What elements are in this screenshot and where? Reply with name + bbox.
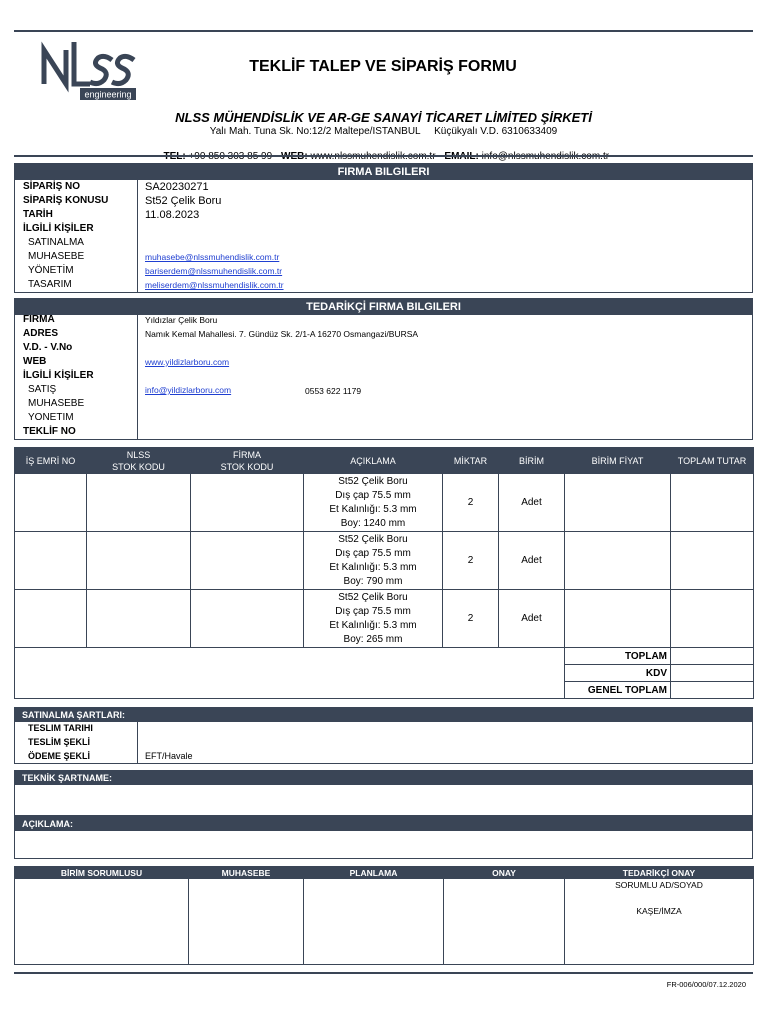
col-birim-fiyat: BİRİM FİYAT	[565, 448, 671, 474]
cell-aciklama	[304, 590, 443, 648]
supplier-ilgili-label: İLGİLİ KİŞİLER	[23, 370, 94, 381]
col-firma-stok	[191, 448, 304, 474]
supplier-teklif-label: TEKLİF NO	[23, 426, 76, 437]
cell-birim: Adet	[499, 532, 565, 590]
total-row	[15, 648, 754, 665]
tarih-value: 11.08.2023	[145, 209, 200, 221]
cell-aciklama	[304, 474, 443, 532]
col-toplam-tutar: TOPLAM TUTAR	[671, 448, 754, 474]
supplier-info-title: TEDARİKÇİ FIRMA BILGILERI	[15, 299, 752, 315]
desc-line: Dış çap 75.5 mm	[335, 547, 411, 559]
sign-cell-onay[interactable]	[444, 879, 565, 965]
sign-cell-tedarikci-onay[interactable]	[565, 879, 754, 965]
terms-section	[14, 707, 753, 764]
bottom-rule	[14, 972, 753, 974]
desc-line: Et Kalınlığı: 5.3 mm	[329, 503, 417, 515]
desc-line: Dış çap 75.5 mm	[335, 489, 411, 501]
teknik-section	[14, 770, 753, 816]
tasarim-email-link[interactable]: meliserdem@nlssmuhendislik.com.tr	[145, 280, 284, 290]
desc-line: St52 Çelik Boru	[338, 591, 408, 603]
desc-line: Boy: 265 mm	[343, 633, 403, 645]
col-miktar: MİKTAR	[443, 448, 499, 474]
table-row	[15, 474, 754, 532]
sign-col-birim-sorumlusu: BİRİM SORUMLUSU	[15, 867, 189, 879]
firm-info-title: FIRMA BILGILERI	[15, 164, 752, 180]
supplier-firma-label: FIRMA	[23, 314, 55, 325]
cell-miktar: 2	[443, 532, 499, 590]
items-table	[14, 447, 754, 699]
sign-cell-planlama[interactable]	[304, 879, 444, 965]
cell-birim-fiyat	[565, 474, 671, 532]
company-contacts	[14, 140, 753, 162]
desc-line: St52 Çelik Boru	[338, 533, 408, 545]
cell-firma-stok	[191, 532, 304, 590]
genel-toplam-value	[671, 682, 754, 699]
ilgili-kisiler-label: İLGİLİ KİŞİLER	[23, 223, 94, 234]
aciklama-title: AÇIKLAMA:	[15, 817, 752, 831]
form-code: FR-006/000/07.12.2020	[666, 980, 746, 989]
cell-is-emri	[15, 532, 87, 590]
genel-toplam-label: GENEL TOPLAM	[565, 682, 671, 699]
supplier-satis-phone: 0553 622 1179	[305, 386, 362, 396]
supplier-web-link[interactable]: www.yildizlarboru.com	[145, 357, 230, 367]
logo-sub-text: engineering	[84, 89, 132, 100]
table-row	[15, 590, 754, 648]
terms-title: SATINALMA ŞARTLARI:	[15, 708, 752, 722]
desc-line: Boy: 1240 mm	[340, 517, 406, 529]
firm-divider	[137, 180, 138, 292]
cell-toplam-tutar	[671, 590, 754, 648]
siparis-konusu-label: SİPARİŞ KONUSU	[23, 195, 109, 206]
supplier-web-label: WEB	[23, 356, 47, 367]
teknik-title: TEKNİK ŞARTNAME:	[15, 771, 752, 785]
cell-firma-stok	[191, 590, 304, 648]
supplier-info-section	[14, 298, 753, 440]
supplier-vd-label: V.D. - V.No	[23, 342, 73, 353]
sign-cell-muhasebe[interactable]	[189, 879, 304, 965]
sorumlu-ad-soyad-label: SORUMLU AD/SOYAD	[615, 880, 703, 890]
desc-line: Boy: 790 mm	[343, 575, 403, 587]
col-nlss-stok	[87, 448, 191, 474]
supplier-yonetim-label: YONETIM	[28, 412, 74, 423]
sign-col-tedarikci-onay: TEDARİKÇİ ONAY	[565, 867, 754, 879]
cell-birim-fiyat	[565, 532, 671, 590]
yonetim-email-link[interactable]: bariserdem@nlssmuhendislik.com.tr	[145, 266, 283, 276]
cell-nlss-stok	[87, 532, 191, 590]
cell-birim: Adet	[499, 474, 565, 532]
kase-imza-label: KAŞE/İMZA	[636, 906, 682, 916]
desc-line: Et Kalınlığı: 5.3 mm	[329, 619, 417, 631]
supplier-muhasebe-label: MUHASEBE	[28, 398, 85, 409]
cell-toplam-tutar	[671, 532, 754, 590]
cell-birim: Adet	[499, 590, 565, 648]
cell-toplam-tutar	[671, 474, 754, 532]
cell-miktar: 2	[443, 474, 499, 532]
supplier-satis-email-link[interactable]: info@yildizlarboru.com	[145, 385, 232, 395]
col-nlss-stok-text: NLSS STOK KODU	[112, 449, 165, 472]
col-firma-stok-text: FİRMA STOK KODU	[220, 449, 274, 472]
supplier-adres-label: ADRES	[23, 328, 59, 339]
supplier-firma-value: Yıldızlar Çelik Boru	[145, 315, 218, 325]
cell-aciklama	[304, 532, 443, 590]
col-is-emri: İŞ EMRİ NO	[15, 448, 87, 474]
siparis-no-value: SA20230271	[145, 181, 209, 193]
teslim-tarihi-label: TESLIM TARIHI	[28, 723, 93, 733]
sign-col-onay: ONAY	[444, 867, 565, 879]
firm-info-section	[14, 163, 753, 293]
tarih-label: TARİH	[23, 209, 53, 220]
totals-blank-cell	[15, 648, 565, 699]
odeme-sekli-label: ÖDEME ŞEKLİ	[28, 751, 91, 761]
aciklama-section	[14, 816, 753, 859]
cell-firma-stok	[191, 474, 304, 532]
kdv-label: KDV	[565, 665, 671, 682]
siparis-konusu-value: St52 Çelik Boru	[145, 195, 222, 207]
teslim-sekli-label: TESLİM ŞEKLİ	[28, 737, 91, 747]
muhasebe-email-link[interactable]: muhasebe@nlssmuhendislik.com.tr	[145, 252, 280, 262]
kdv-value	[671, 665, 754, 682]
siparis-no-label: SİPARİŞ NO	[23, 181, 81, 192]
col-aciklama: AÇIKLAMA	[304, 448, 443, 474]
col-birim: BİRİM	[499, 448, 565, 474]
toplam-label: TOPLAM	[565, 648, 671, 665]
sign-col-muhasebe: MUHASEBE	[189, 867, 304, 879]
satinalma-label: SATINALMA	[28, 237, 84, 248]
cell-is-emri	[15, 474, 87, 532]
terms-divider	[137, 722, 138, 763]
form-title: TEKLİF TALEP VE SİPARİŞ FORMU	[249, 58, 517, 75]
tasarim-label: TASARIM	[28, 279, 72, 290]
odeme-sekli-value: EFT/Havale	[145, 751, 193, 761]
company-address: Yalı Mah. Tuna Sk. No:12/2 Maltepe/ISTANBUL Küçükyalı V.D. 6310633409	[209, 126, 558, 137]
signature-table	[14, 866, 754, 965]
desc-line: Et Kalınlığı: 5.3 mm	[329, 561, 417, 573]
company-name: NLSS MÜHENDİSLİK VE AR-GE SANAYİ TİCARET LİMİTED ŞİRKETİ	[175, 110, 592, 125]
cell-is-emri	[15, 590, 87, 648]
table-row	[15, 532, 754, 590]
company-logo	[40, 40, 138, 102]
supplier-satis-label: SATIŞ	[28, 384, 57, 395]
top-rule	[14, 30, 753, 32]
supplier-adres-value: Namık Kemal Mahallesi. 7. Gündüz Sk. 2/1-A 16270 Osmangazi/BURSA	[145, 329, 419, 339]
sign-col-planlama: PLANLAMA	[304, 867, 444, 879]
sign-cell-birim-sorumlusu[interactable]	[15, 879, 189, 965]
desc-line: Dış çap 75.5 mm	[335, 605, 411, 617]
nlss-logo-icon	[40, 40, 138, 102]
cell-nlss-stok	[87, 590, 191, 648]
header-rule	[14, 155, 753, 157]
desc-line: St52 Çelik Boru	[338, 475, 408, 487]
yonetim-label: YÖNETİM	[28, 265, 74, 276]
cell-nlss-stok	[87, 474, 191, 532]
cell-birim-fiyat	[565, 590, 671, 648]
muhasebe-label: MUHASEBE	[28, 251, 85, 262]
supplier-divider	[137, 315, 138, 439]
cell-miktar: 2	[443, 590, 499, 648]
toplam-value	[671, 648, 754, 665]
